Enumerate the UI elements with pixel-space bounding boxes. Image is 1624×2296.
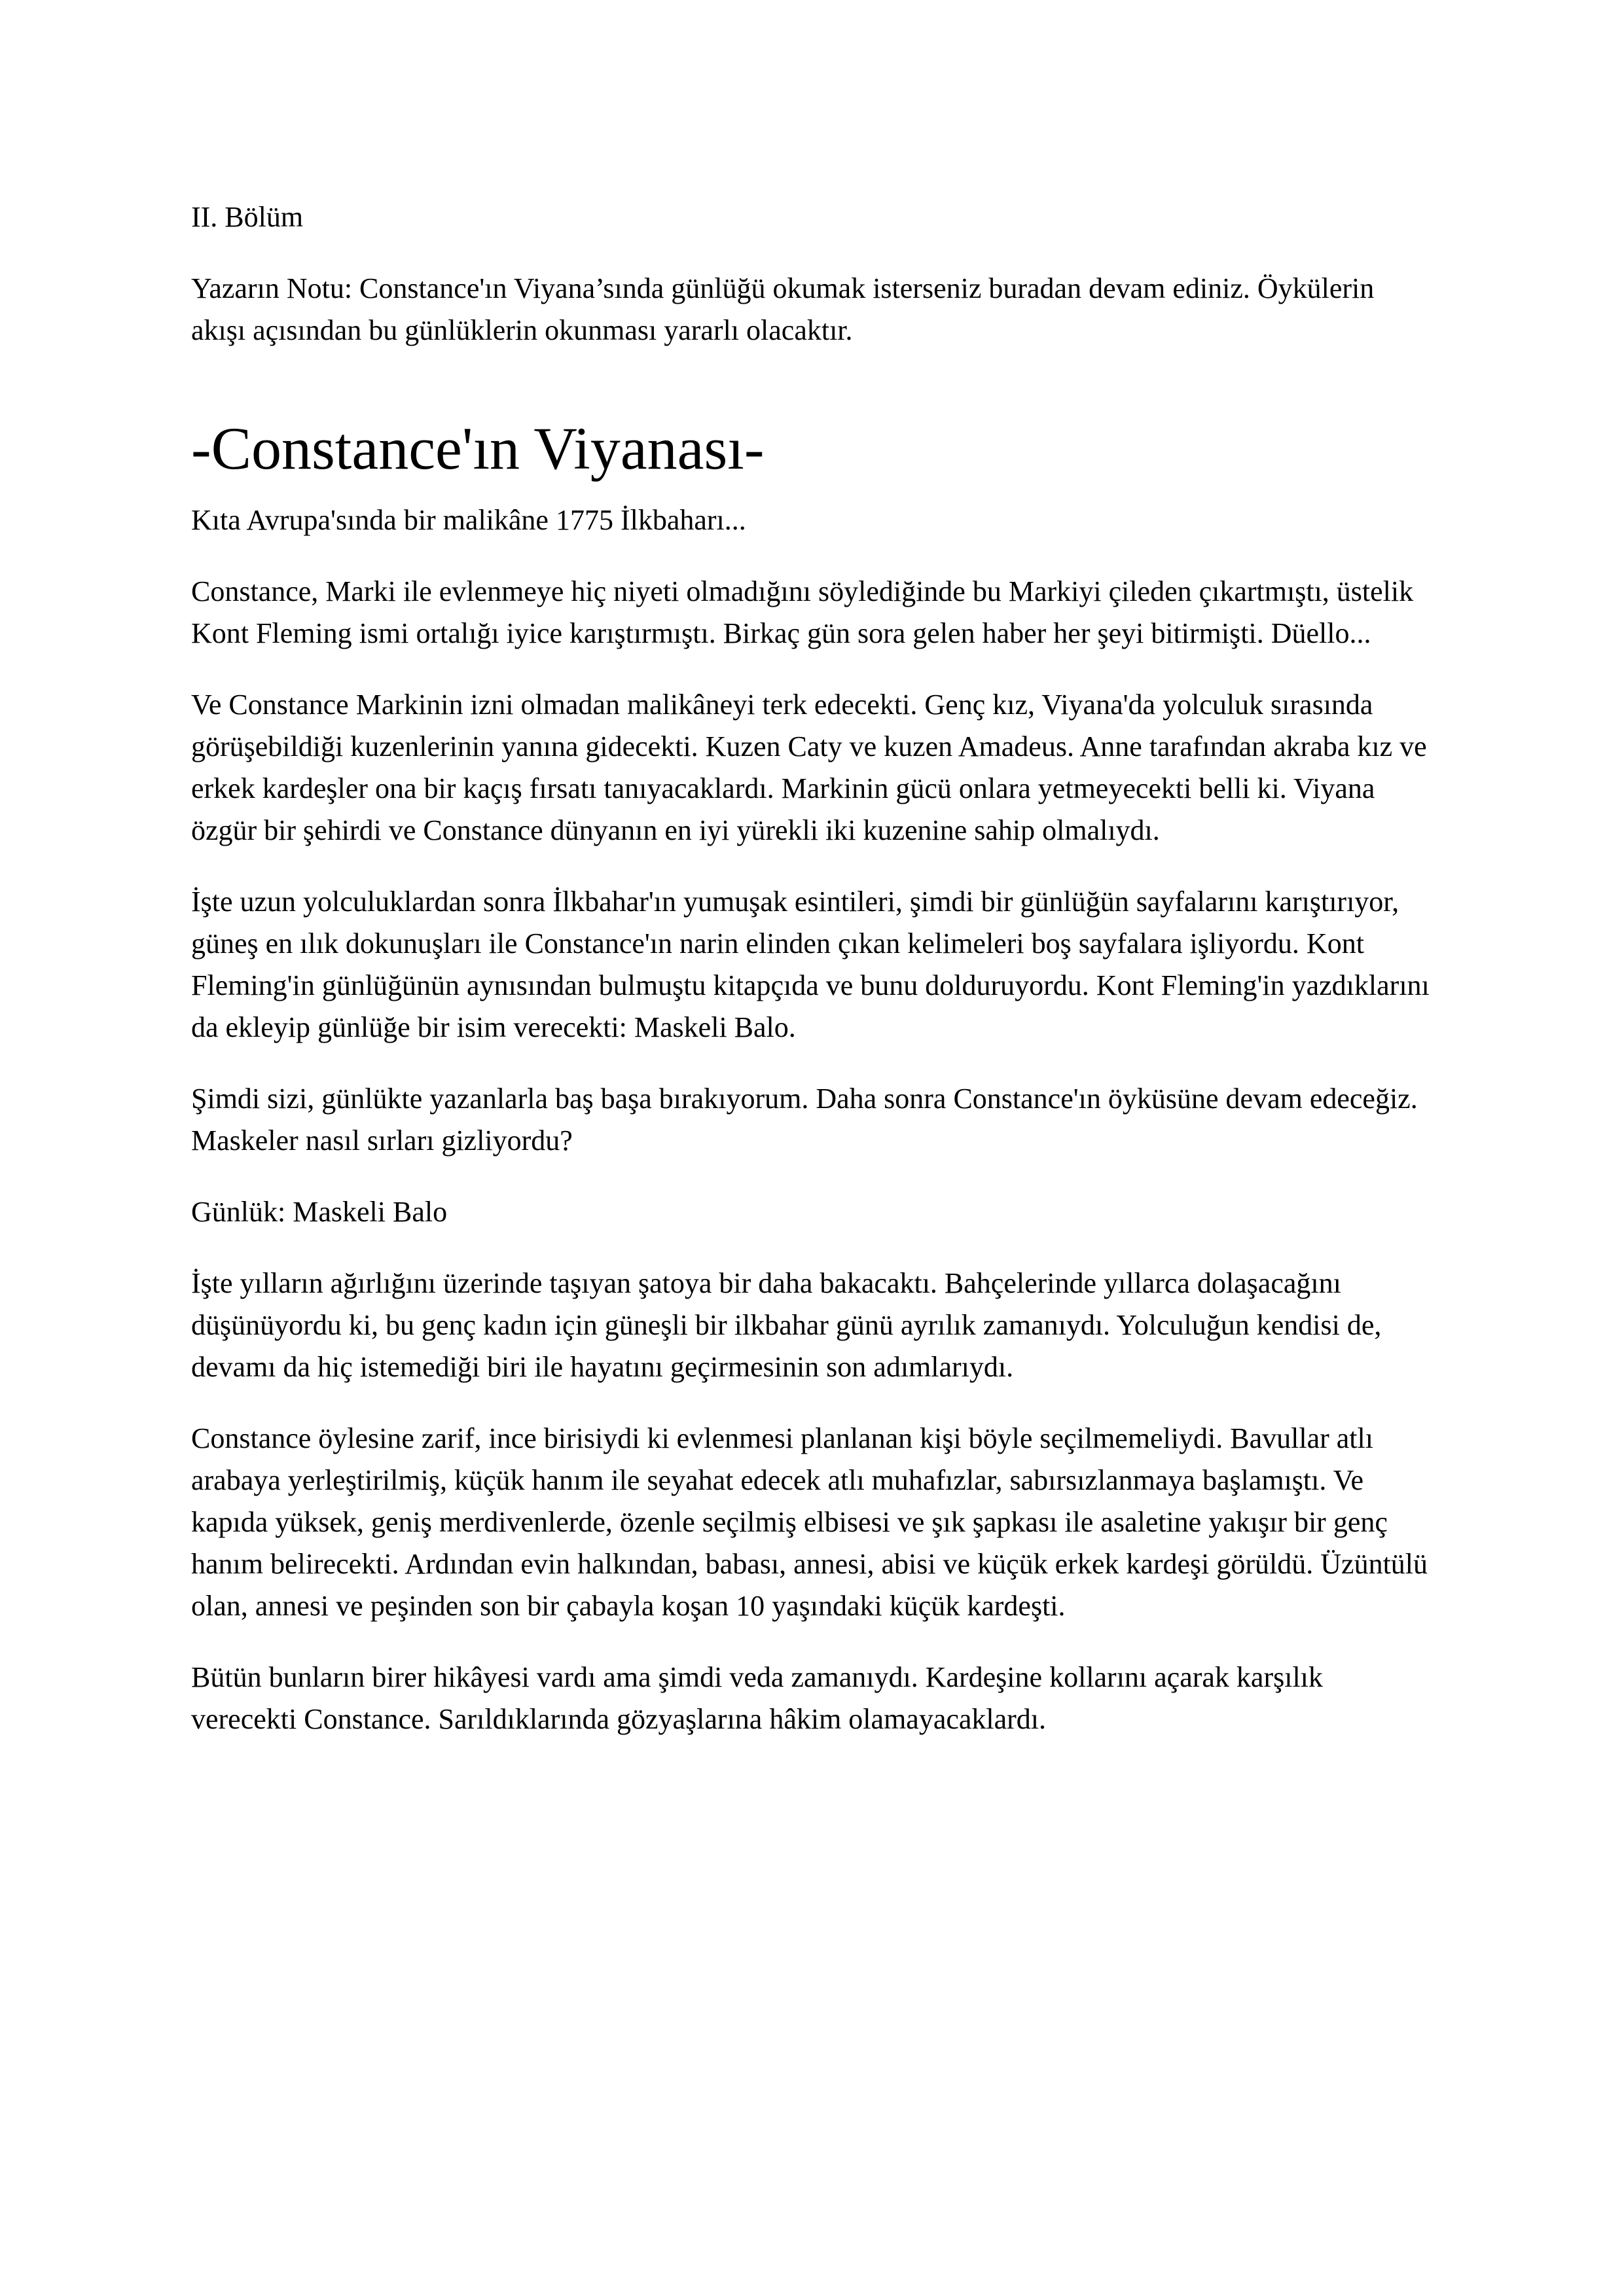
paragraph: Constance, Marki ile evlenmeye hiç niyeti olmadığını söylediğinde bu Markiyi çileden çıkartmıştı, üstelik Kont Fleming ismi ortalığı iyice karıştırmıştı. Birkaç gün sora gelen haber her şeyi bitirmişti. Düello...: [191, 575, 1414, 649]
author-note: Yazarın Notu: Constance'ın Viyana’sında günlüğü okumak isterseniz buradan devam ediniz. Öykülerin akışı açısından bu günlüklerin okunması yararlı olacaktır.: [191, 272, 1375, 346]
section-heading: II. Bölüm: [191, 201, 304, 233]
paragraph: Bütün bunların birer hikâyesi vardı ama şimdi veda zamanıydı. Kardeşine kollarını açarak karşılık verecekti Constance. Sarıldıklarında gözyaşlarına hâkim olamayacaklardı.: [191, 1661, 1323, 1735]
diary-subheading: Günlük: Maskeli Balo: [191, 1196, 448, 1228]
paragraph: Constance öylesine zarif, ince birisiydi ki evlenmesi planlanan kişi böyle seçilmemeliydi. Bavullar atlı arabaya yerleştirilmiş, küçük hanım ile seyahat edecek atlı muhafızlar, sabırsızlanmaya başlamıştı. Ve kapıda yüksek, geniş merdivenlerde, özenle seçilmiş elbisesi ve şık şapkası ile asaletine yakışır bir genç hanım belirecekti. Ardından evin halkından, babası, annesi, abisi ve küçük erkek kardeşi görüldü. Üzüntülü olan, annesi ve peşinden son bir çabayla koşan 10 yaşındaki küçük kardeşti.: [191, 1422, 1428, 1622]
page-title: -Constance'ın Viyanası-: [191, 415, 765, 482]
paragraph: Ve Constance Markinin izni olmadan malikâneyi terk edecekti. Genç kız, Viyana'da yolculuk sırasında görüşebildiği kuzenlerinin yanına gidecekti. Kuzen Caty ve kuzen Amadeus. Anne tarafından akraba kız ve erkek kardeşler ona bir kaçış fırsatı tanıyacaklardı. Markinin gücü onlara yetmeyecekti belli ki. Viyana özgür bir şehirdi ve Constance dünyanın en iyi yürekli iki kuzenine sahip olmalıydı.: [191, 689, 1427, 846]
paragraph: İşte uzun yolculuklardan sonra İlkbahar'ın yumuşak esintileri, şimdi bir günlüğün sayfalarını karıştırıyor, güneş en ılık dokunuşları ile Constance'ın narin elinden çıkan kelimeleri boş sayfalara işliyordu. Kont Fleming'in günlüğünün aynısından bulmuştu kitapçıda ve bunu dolduruyordu. Kont Fleming'in yazdıklarını da ekleyip günlüğe bir isim verecekti: Maskeli Balo.: [191, 886, 1430, 1043]
paragraph: Kıta Avrupa'sında bir malikâne 1775 İlkbaharı...: [191, 504, 746, 536]
paragraph: Şimdi sizi, günlükte yazanlarla baş başa bırakıyorum. Daha sonra Constance'ın öyküsüne devam edeceğiz. Maskeler nasıl sırları gizliyordu?: [191, 1083, 1418, 1157]
paragraph: İşte yılların ağırlığını üzerinde taşıyan şatoya bir daha bakacaktı. Bahçelerinde yıllarca dolaşacağını düşünüyordu ki, bu genç kadın için güneşli bir ilkbahar günü ayrılık zamanıydı. Yolculuğun kendisi de, devamı da hiç istemediği biri ile hayatını geçirmesinin son adımlarıydı.: [191, 1267, 1382, 1383]
